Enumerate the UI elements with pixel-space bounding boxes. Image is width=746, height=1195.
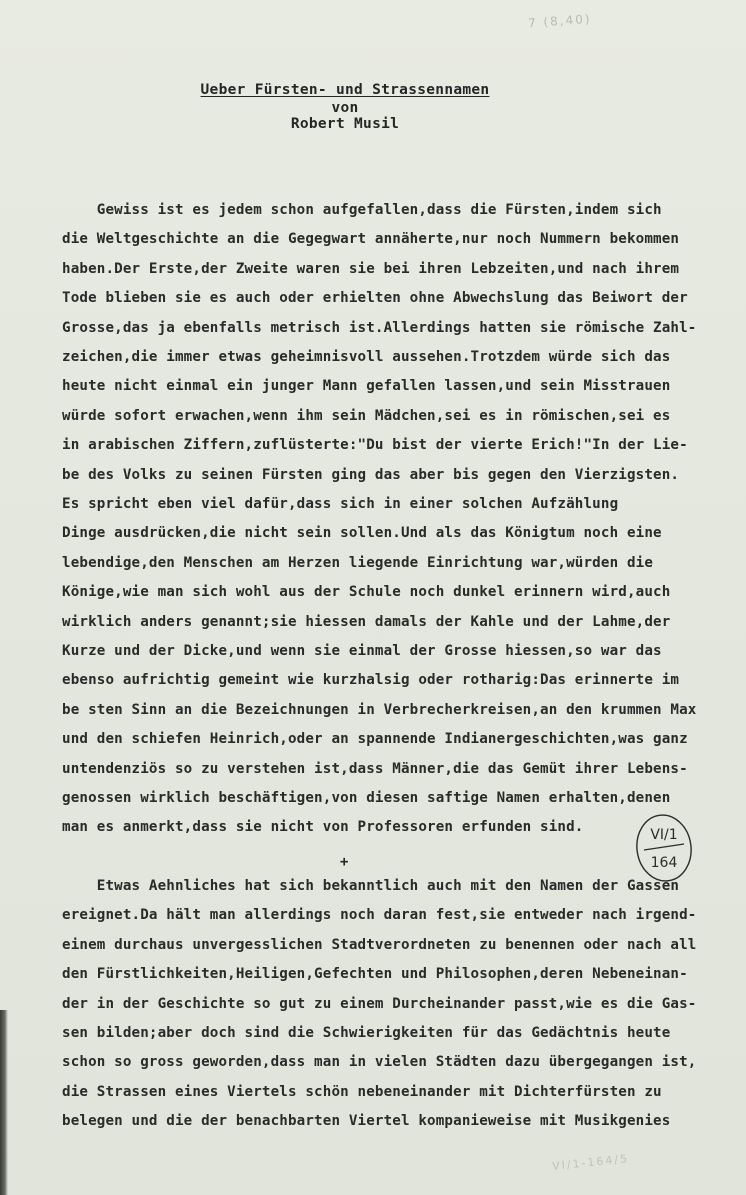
title-preposition: von xyxy=(331,100,359,116)
text-line: ebenso aufrichtig gemeint wie kurzhalsig oder rotharig:Das erinnerte im xyxy=(62,672,680,689)
section-separator: + xyxy=(340,854,349,870)
paragraph-1 xyxy=(62,196,702,490)
text-line: zeichen,die immer etwas geheimnisvoll aussehen.Trotzdem würde sich das xyxy=(62,348,671,365)
page-edge-shadow xyxy=(0,1010,8,1195)
text-line: genossen wirklich beschäftigen,von diesen saftige Namen erhalten,denen xyxy=(62,789,671,806)
text-line: der in der Geschichte so gut zu einem Durcheinander passt,wie es die Gas- xyxy=(62,995,697,1012)
text-line: Etwas Aehnliches hat sich bekanntlich auch mit den Namen der Gassen xyxy=(62,878,680,894)
text-line: in arabischen Ziffern,zuflüsterte:"Du bist der vierte Erich!"In der Lie- xyxy=(62,437,688,454)
text-line: be des Volks zu seinen Fürsten ging das aber bis gegen den Vierzigsten. xyxy=(62,466,680,483)
text-line: einem durchaus unvergesslichen Stadtverordneten zu benennen oder nach all xyxy=(62,936,697,953)
text-line: Könige,wie man sich wohl aus der Schule noch dunkel erinnern wird,auch xyxy=(62,584,671,601)
document-title: Ueber Fürsten- und Strassennamen xyxy=(200,82,490,98)
text-line: Gewiss ist es jedem schon aufgefallen,dass die Fürsten,indem sich xyxy=(62,202,662,218)
text-line: Dinge ausdrücken,die nicht sein sollen.Und als das Königtum noch eine xyxy=(62,525,662,542)
text-line: man es anmerkt,dass sie nicht von Professoren erfunden sind. xyxy=(62,819,584,836)
text-line: den Fürstlichkeiten,Heiligen,Gefechten und Philosophen,deren Nebeneinan- xyxy=(62,966,688,983)
paragraph-2 xyxy=(62,490,702,843)
text-line: belegen und die der benachbarten Viertel kompanieweise mit Musikgenies xyxy=(62,1113,671,1130)
pencil-annotation-bottom: VI/1-164/5 xyxy=(551,1152,630,1173)
stamp-bottom-text: 164 xyxy=(650,855,678,871)
stamp-top-text: VI/1 xyxy=(650,827,678,843)
author-name: Robert Musil xyxy=(290,116,400,132)
text-line: haben.Der Erste,der Zweite waren sie bei ihren Lebzeiten,und nach ihrem xyxy=(62,260,680,277)
text-line: die Strassen eines Viertels schön nebeneinander mit Dichterfürsten zu xyxy=(62,1083,662,1100)
text-line: die Weltgeschichte an die Gegegwart annäherte,nur noch Nummern bekommen xyxy=(62,231,680,248)
text-line: sen bilden;aber doch sind die Schwierigkeiten für das Gedächtnis heute xyxy=(62,1024,671,1041)
text-line: schon so gross geworden,dass man in vielen Städten dazu übergegangen ist, xyxy=(62,1054,697,1071)
text-line: Kurze und der Dicke,und wenn sie einmal der Grosse hiessen,so war das xyxy=(62,642,662,659)
text-line: ereignet.Da hält man allerdings noch daran fest,sie entweder nach irgend- xyxy=(62,907,697,924)
text-line: lebendige,den Menschen am Herzen liegende Einrichtung war,würden die xyxy=(62,554,654,571)
text-line: heute nicht einmal ein junger Mann gefallen lassen,und sein Misstrauen xyxy=(62,378,671,395)
text-line: und den schiefen Heinrich,oder an spannende Indianergeschichten,was ganz xyxy=(62,731,688,748)
text-line: Grosse,das ja ebenfalls metrisch ist.Allerdings hatten sie römische Zahl- xyxy=(62,319,697,336)
pencil-annotation-top: 7 (8,40) xyxy=(527,11,592,31)
paragraph-3 xyxy=(62,872,702,1137)
text-line: wirklich anders genannt;sie hiessen damals der Kahle und der Lahme,der xyxy=(62,613,671,630)
text-line: be sten Sinn an die Bezeichnungen in Verbrecherkreisen,an den krummen Max xyxy=(62,701,697,718)
text-line: würde sofort erwachen,wenn ihm sein Mädchen,sei es in römischen,sei es xyxy=(62,407,671,424)
text-line: untendenziös so zu verstehen ist,dass Männer,die das Gemüt ihrer Lebens- xyxy=(62,760,688,777)
text-line: Es spricht eben viel dafür,dass sich in einer solchen Aufzählung xyxy=(62,496,619,512)
text-line: Tode blieben sie es auch oder erhielten ohne Abwechslung das Beiwort der xyxy=(62,290,688,307)
